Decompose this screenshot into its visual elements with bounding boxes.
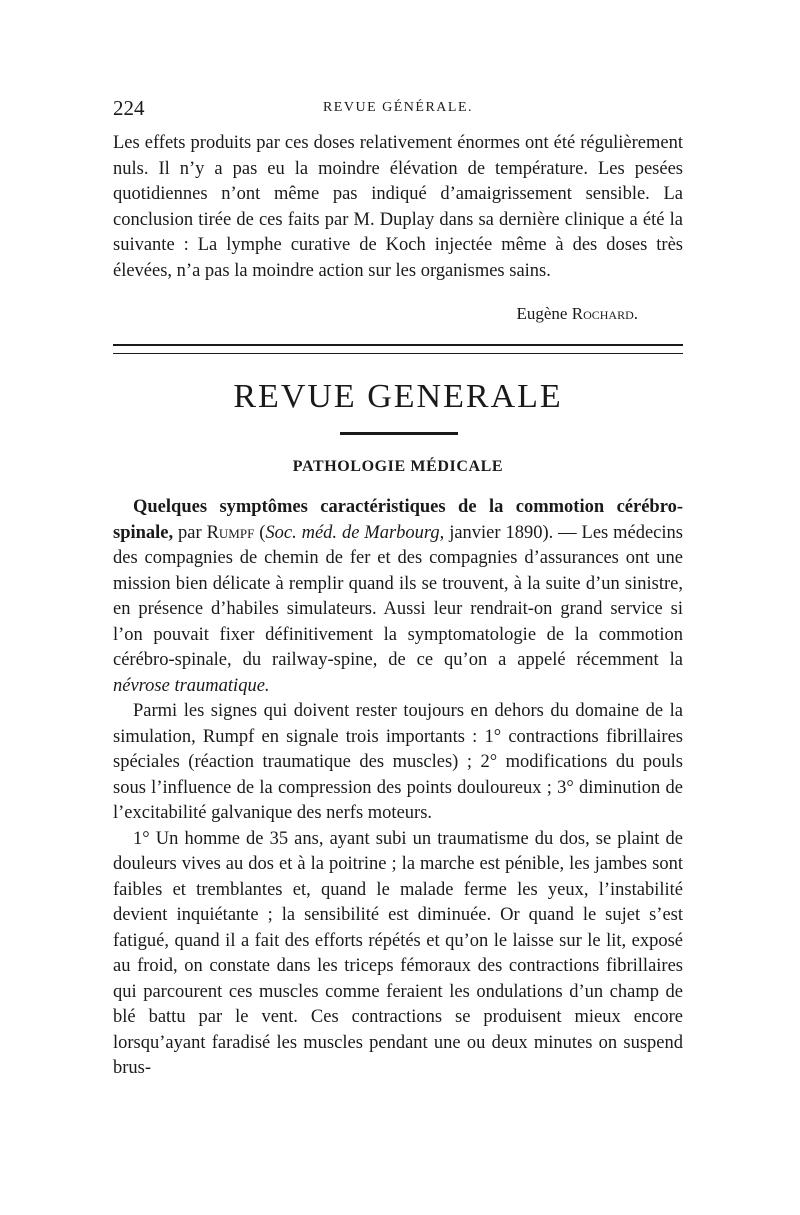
section-divider bbox=[113, 344, 683, 354]
signature-last-name: Rochard. bbox=[571, 304, 638, 323]
running-title: REVUE GÉNÉRALE. bbox=[322, 100, 474, 115]
article-intro-emphasis: névrose traumatique. bbox=[113, 675, 270, 696]
section-title: REVUE GENERALE bbox=[233, 378, 563, 415]
author-signature bbox=[113, 304, 638, 324]
article-author: Rumpf bbox=[206, 522, 255, 543]
article-intro-text: Les médecins des compagnies de chemin de fer et des compagnies d’assurances ont une mission bien délicate à remplir quand ils se trouvent, à la suite d’un sinistre, en présence d’habiles simulateurs. Aussi leur rendrait-on grand service si l’on pouvait fixer définitivement la symptomatologie de la commotion cérébro-spinale, du railway-spine, de ce qu’on a appelé récemment la bbox=[113, 522, 683, 670]
subsection-title: PATHOLOGIE MÉDICALE bbox=[292, 458, 504, 475]
article-paragraph-signs: Parmi les signes qui doivent rester toujours en dehors du domaine de la simulation, Rumpf en signale trois importants : 1° contractions fibrillaires spéciales (réaction traumatique des muscles) ; 2° modifications du pouls sous l’influence de la compression des points douloureux ; 3° diminution de l’excitabilité galvanique des nerfs moteurs. bbox=[113, 701, 683, 823]
running-head bbox=[113, 96, 683, 126]
article-by: par bbox=[173, 522, 207, 543]
article-lead-title: Quelques symptômes caractéristiques de la commotion cérébro-spinale, bbox=[113, 497, 683, 543]
article-intro-paragraph bbox=[113, 495, 683, 699]
title-underline bbox=[340, 432, 458, 435]
signature-first-name: Eugène bbox=[516, 304, 568, 323]
page-number: 224 bbox=[113, 96, 145, 120]
article-source-date: , janvier 1890). — bbox=[439, 522, 582, 543]
article-paragraph-case: 1° Un homme de 35 ans, ayant subi un traumatisme du dos, se plaint de douleurs vives au dos et à la poitrine ; la marche est pénible, les jambes sont faibles et tremblantes et, quand le malade ferme les yeux, l’instabilité devient inquiétante ; la sensibilité est diminuée. Or quand le sujet s’est fatigué, quand il a fait des efforts répétés et qu’on le laisse sur le lit, exposé au froid, on constate dans les triceps fémoraux des contractions fibrillaires qui parcourent ces muscles comme feraient les ondulations d’un champ de blé battu par le vent. Ces contractions se produisent mieux encore lorsqu’ayant faradisé les muscles pendant une ou deux minutes on suspend brus- bbox=[113, 828, 683, 1078]
article-source-open: ( bbox=[254, 522, 266, 543]
article-body bbox=[113, 495, 683, 1082]
article-source-journal: Soc. méd. de Marbourg bbox=[265, 522, 440, 543]
previous-article-paragraph: Les effets produits par ces doses relativement énormes ont été régulièrement nuls. Il n’y a pas eu la moindre élévation de température. Les pesées quotidiennes n’ont même pas indiqué d’amaigrissement sensible. La conclusion tirée de ces faits par M. Duplay dans sa dernière clinique a été la suivante : La lymphe curative de Koch injectée même à des doses très élevées, n’a pas la moindre action sur les organismes sains. bbox=[113, 133, 683, 281]
previous-article-text bbox=[113, 131, 683, 284]
